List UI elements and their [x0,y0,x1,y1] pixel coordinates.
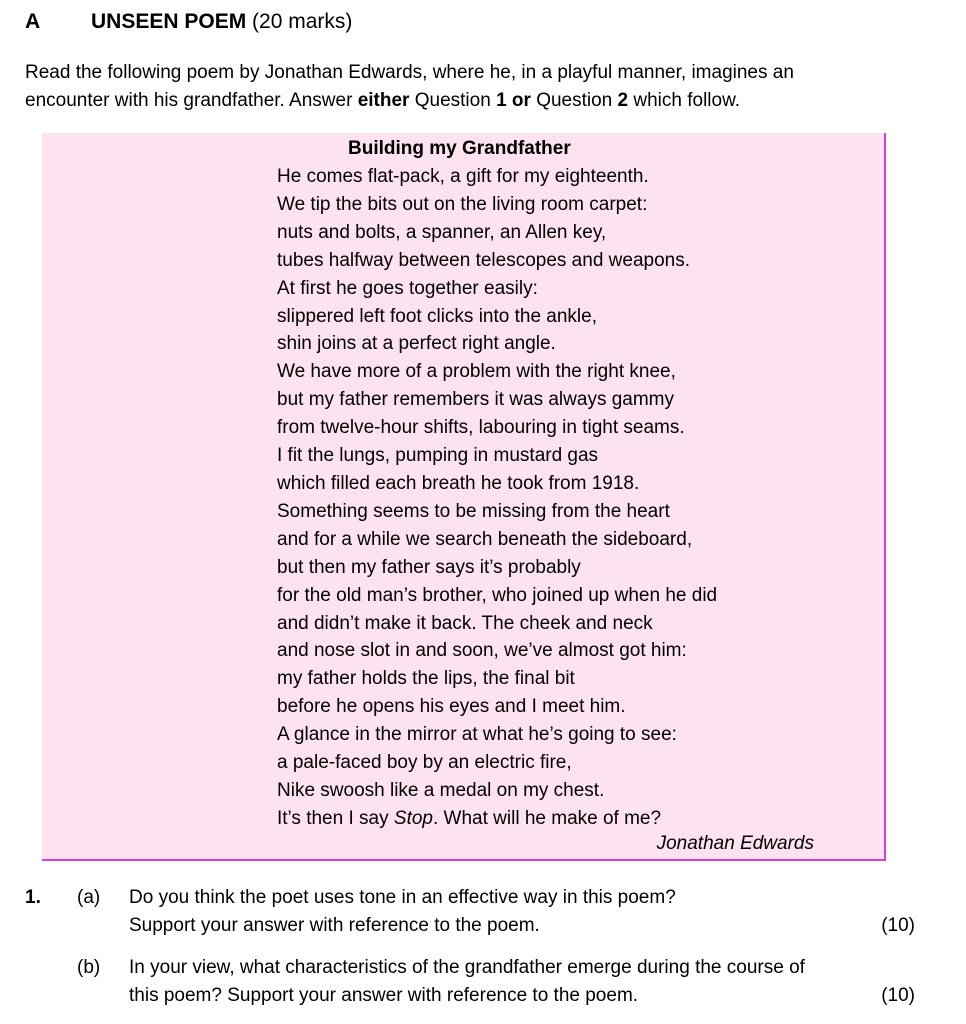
question-number: 1. [25,887,41,908]
section-marks: (20 marks) [252,10,353,33]
poem-line-last: It’s then I say Stop. What will he make of me? [277,807,662,829]
poem-line: Something seems to be missing from the heart [277,500,670,522]
poem-line: A glance in the mirror at what he’s going to see: [277,724,677,746]
poem-line: from twelve-hour shifts, labouring in tight seams. [277,417,685,439]
section-letter: A [25,10,41,33]
poem-line: nuts and bolts, a spanner, an Allen key, [277,221,607,243]
poem-title: Building my Grandfather [348,138,571,159]
poem-line: before he opens his eyes and I meet him. [277,696,626,718]
poem-line: tubes halfway between telescopes and weapons. [277,249,690,271]
question-part-a-label: (a) [77,887,101,908]
poem-line: a pale-faced boy by an electric fire, [277,752,572,774]
poem-box [42,133,886,861]
poem-line: shin joins at a perfect right angle. [277,333,556,355]
poem-line: He comes flat-pack, a gift for my eighteenth. [277,166,649,187]
poem-line: We have more of a problem with the right knee, [277,361,676,383]
poem-text [277,163,717,833]
instructions [25,59,925,115]
poem-line: Nike swoosh like a medal on my chest. [277,779,605,801]
poem-line: for the old man’s brother, who joined up when he did [277,584,718,606]
poem-line: At first he goes together easily: [277,277,538,299]
poem-line: We tip the bits out on the living room carpet: [277,193,648,215]
instructions-line-2: encounter with his grandfather. Answer either Question 1 or Question 2 which follow. [25,90,741,111]
poem-line: and didn’t make it back. The cheek and neck [277,612,653,634]
poem-line: which filled each breath he took from 1918. [277,472,640,494]
poem-line: but my father remembers it was always gammy [277,389,675,411]
poem-line: I fit the lungs, pumping in mustard gas [277,445,599,467]
question-part-a-text: Do you think the poet uses tone in an effective way in this poem? Support your answer with reference to the poem. [129,887,676,936]
poem-line: and nose slot in and soon, we’ve almost got him: [277,640,687,662]
question-part-b-marks: (10) [881,985,915,1006]
question-part-b-text: In your view, what characteristics of the grandfather emerge during the course of this poem? Support your answer with reference to the poem. [129,957,805,1006]
question-part-b-label: (b) [77,957,101,978]
poem-line: and for a while we search beneath the sideboard, [277,528,693,550]
poem-line: my father holds the lips, the final bit [277,668,575,690]
poem-line: slippered left foot clicks into the ankle, [277,305,598,327]
instructions-line-1: Read the following poem by Jonathan Edwards, where he, in a playful manner, imagines an [25,62,794,83]
question-part-a-marks: (10) [881,915,915,936]
poem-author: Jonathan Edwards [656,833,814,854]
section-heading [25,8,352,36]
section-title: UNSEEN POEM [91,10,247,33]
poem-line: but then my father says it’s probably [277,556,581,578]
